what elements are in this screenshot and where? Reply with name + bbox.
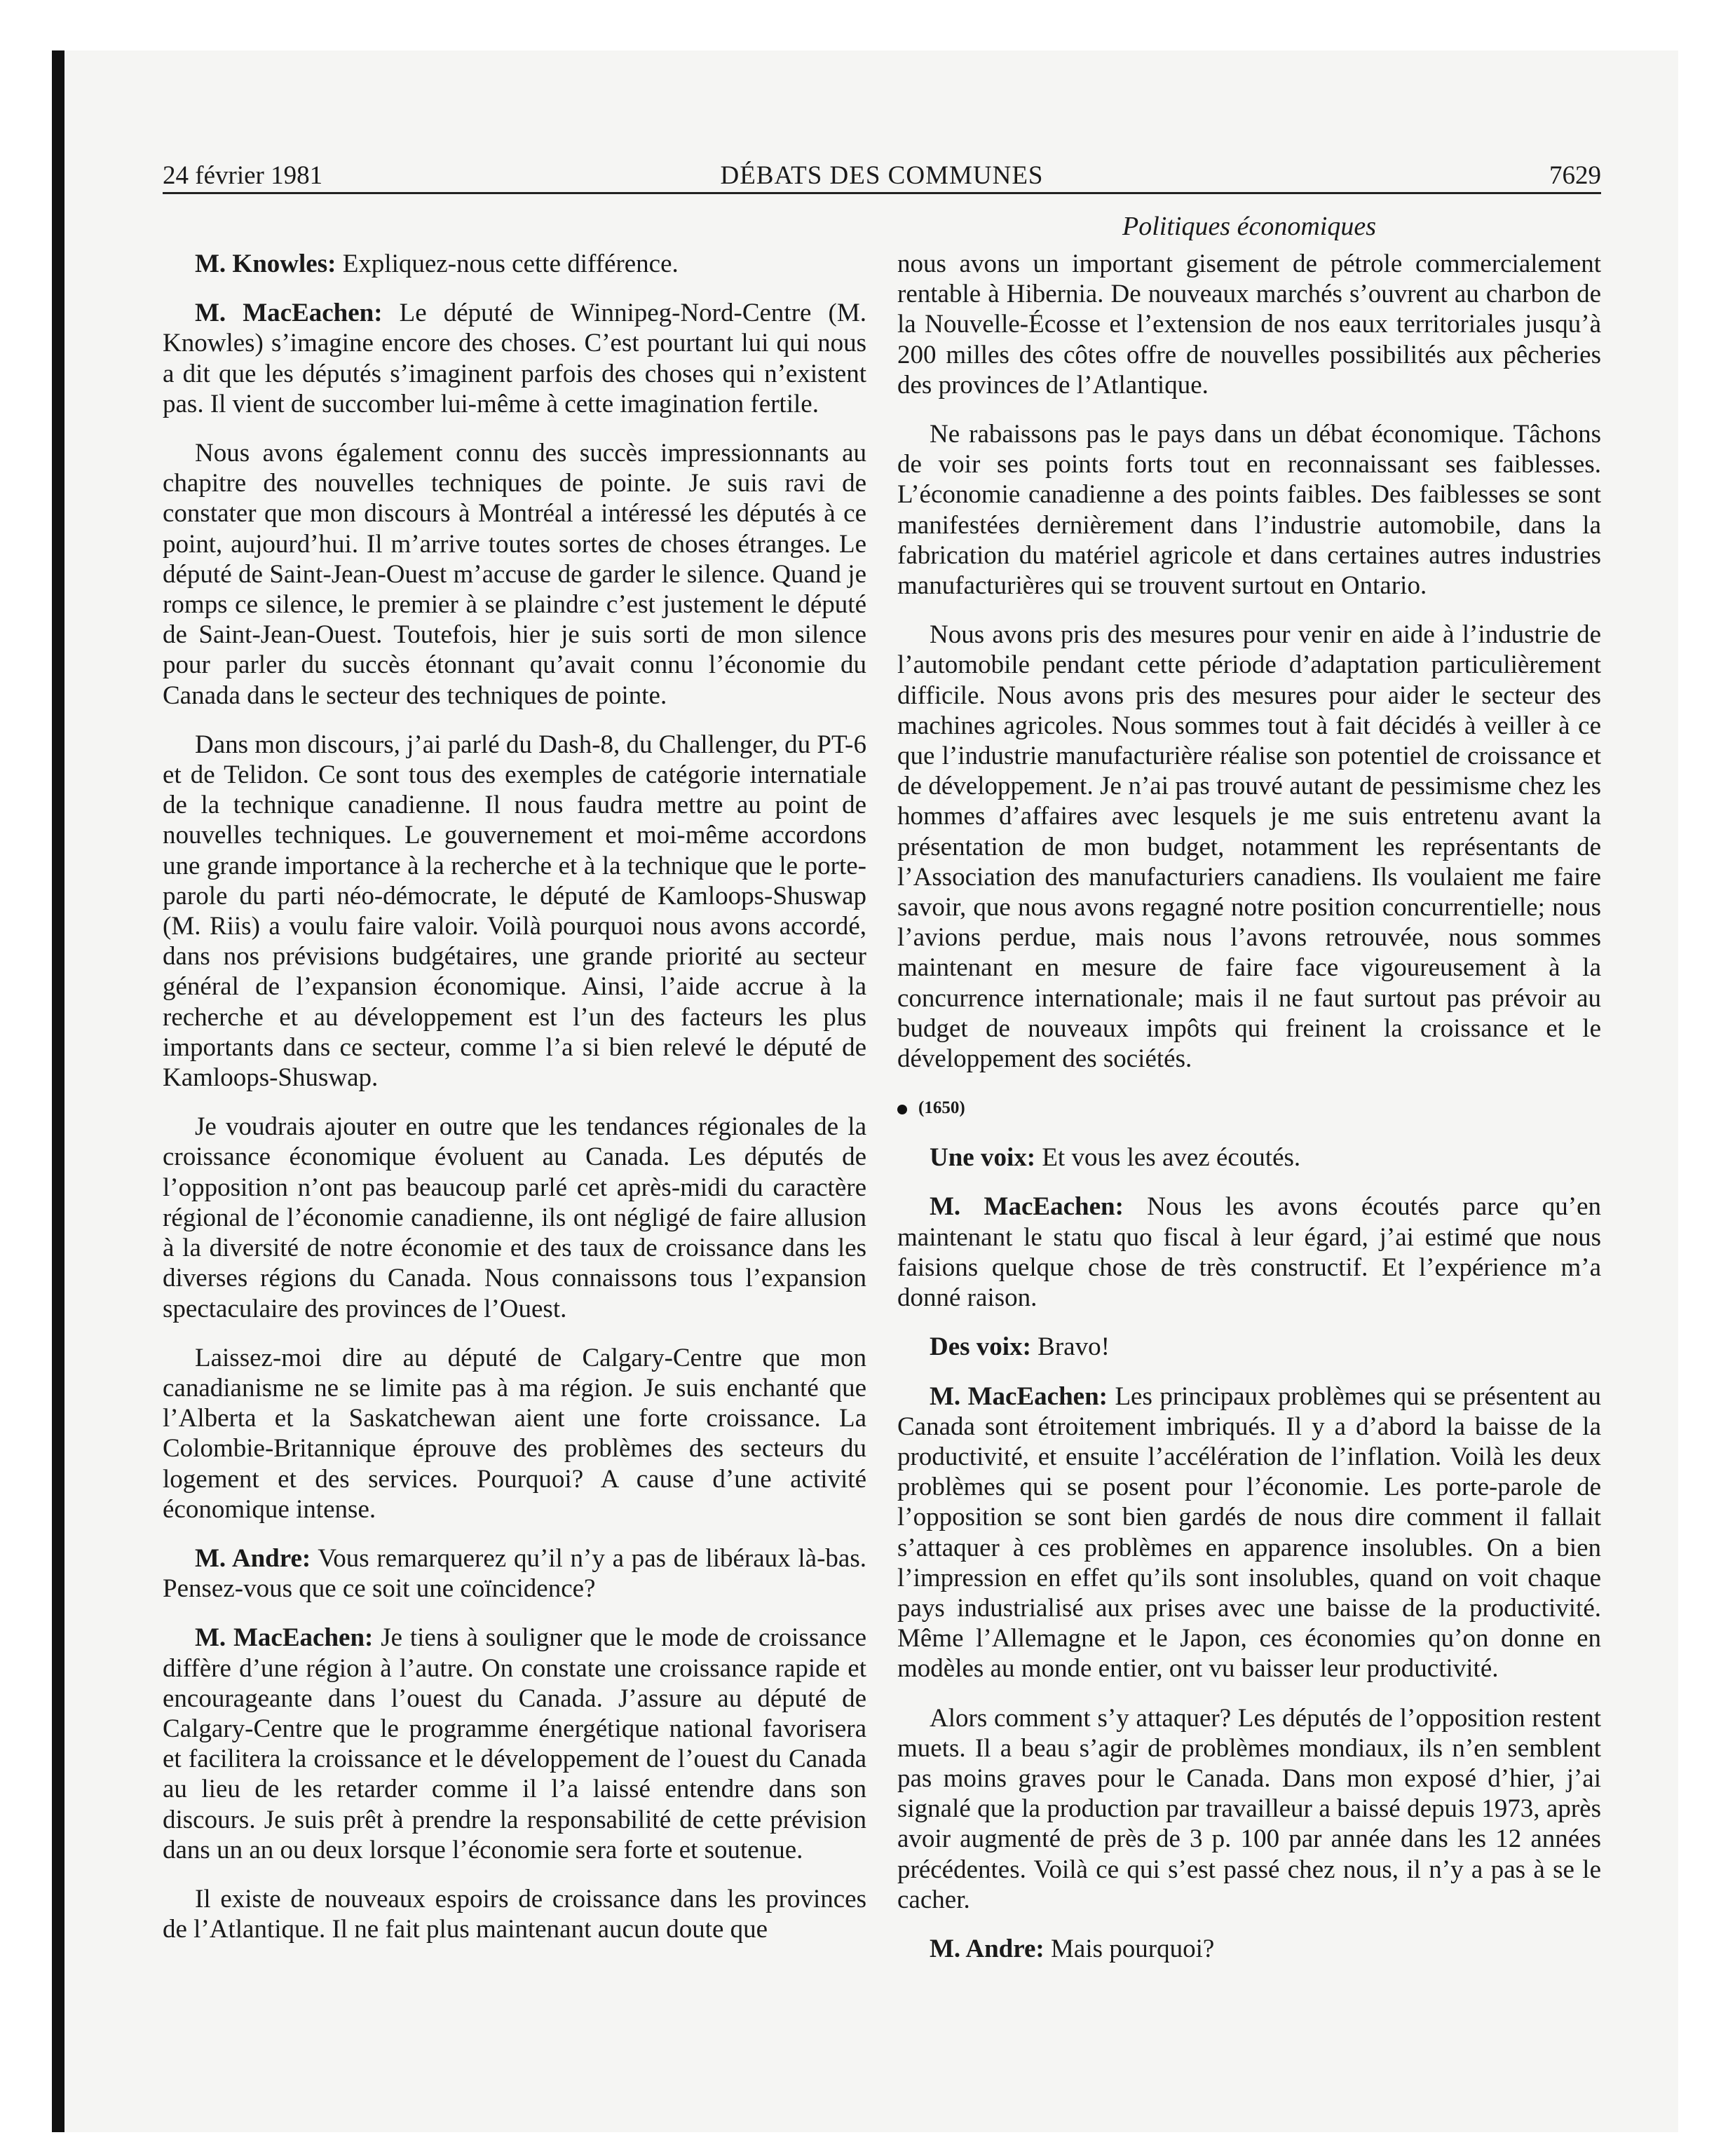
- speech-text: Vous remarquerez qu’il n’y a pas de libéraux là-bas. Pensez-vous que ce soit une coïncidence?: [163, 1543, 866, 1604]
- speech-text: Dans mon discours, j’ai parlé du Dash-8, du Challenger, du PT-6 et de Telidon. Ce sont tous des exemples de catégorie internatiale de la technique canadienne. Il nous faudra mettre au point de nouvelles techniques. Le gouvernement et moi-même accordons une grande importance à la recherche et à la technique que le porte-parole du parti néo-démocrate, le député de Kamloops-Shuswap (M. Riis) a voulu faire valoir. Voilà pourquoi nous avons accordé, dans nos prévisions budgétaires, une grande priorité au secteur général de l’expansion économique. Ainsi, l’aide accrue à la recherche et au développement est l’un des facteurs les plus importants dans ce secteur, comme l’a si bien relevé le député de Kamloops-Shuswap.: [163, 730, 866, 1093]
- paragraph: [897, 1142, 1601, 1173]
- speech-text: Ne rabaissons pas le pays dans un débat économique. Tâchons de voir ses points forts tout en reconnaissant ses faiblesses. L’économie canadienne a des points faibles. Des faiblesses se sont manifestées dernièrement dans l’industrie automobile, dans la fabrication du matériel agricole et dans certaines autres industries manufacturières qui se trouvent surtout en Ontario.: [897, 420, 1601, 601]
- right-column: [897, 249, 1601, 1983]
- paragraph: [897, 1934, 1601, 1964]
- paragraph: [163, 730, 866, 1093]
- header-title: DÉBATS DES COMMUNES: [720, 161, 1044, 190]
- speech-text: Il existe de nouveaux espoirs de croissance dans les provinces de l’Atlantique. Il ne fait plus maintenant aucun doute que: [163, 1884, 866, 1944]
- paragraph: [897, 419, 1601, 601]
- page-header: [163, 158, 1601, 193]
- speech-text: Je tiens à souligner que le mode de croissance diffère d’une région à l’autre. On constate une croissance rapide et encourageante dans l’ouest du Canada. J’assure au député de Calgary-Centre que le programme énergétique national favorisera et facilitera la croissance et le développement de l’ouest du Canada au lieu de les retarder comme il l’a laissé entendre dans son discours. Je suis prêt à prendre la responsabilité de cette prévision dans un an ou deux lorsque l’économie sera forte et soutenue.: [163, 1623, 866, 1864]
- paragraph: [897, 1192, 1601, 1313]
- speaker-name: M. MacEachen:: [195, 299, 383, 328]
- speech-text: nous avons un important gisement de pétrole commercialement rentable à Hibernia. De nouveaux marchés s’ouvrent au charbon de la Nouvelle-Écosse et l’extension de nos eaux territoriales jusqu’à 200 milles des côtes offre de nouvelles possibilités aux pêcheries des provinces de l’Atlantique.: [897, 250, 1601, 400]
- page-number: 7629: [1549, 161, 1601, 190]
- speaker-name: M. MacEachen:: [930, 1381, 1108, 1411]
- paragraph: [163, 438, 866, 711]
- paragraph-continued: [897, 249, 1601, 400]
- time-marker-text: (1650): [918, 1098, 965, 1118]
- paragraph: [163, 1543, 866, 1604]
- speech-text: Le député de Winnipeg-Nord-Centre (M. Knowles) s’imagine encore des choses. C’est pourtant lui qui nous a dit que les députés s’imaginent parfois des choses qui n’existent pas. Il vient de succomber lui-même à cette imagination fertile.: [163, 299, 866, 418]
- bullet-icon: [897, 1105, 907, 1114]
- paragraph: [163, 249, 866, 279]
- speech-text: Nous les avons écoutés parce qu’en maintenant le statu quo fiscal à leur égard, j’ai estimé que nous faisions quelque chose de très constructif. Et l’expérience m’a donné raison.: [897, 1192, 1601, 1313]
- speaker-name: M. Knowles:: [195, 250, 336, 278]
- speech-text: Laissez-moi dire au député de Calgary-Centre que mon canadianisme ne se limite pas à ma région. Je suis enchanté que l’Alberta et la Saskatchewan aient une forte croissance. La Colombie-Britannique éprouve des problèmes des secteurs du logement et des services. Pourquoi? A cause d’une activité économique intense.: [163, 1343, 866, 1524]
- paragraph: [163, 1884, 866, 1944]
- speaker-name: M. Andre:: [195, 1543, 311, 1573]
- speech-text: Bravo!: [1030, 1332, 1110, 1362]
- speech-text: Alors comment s’y attaquer? Les députés de l’opposition restent muets. Il a beau s’agir de problèmes mondiaux, ils n’en semblent pas moins graves pour le Canada. Dans mon exposé d’hier, j’ai signalé que la production par travailleur a baissé depuis 1973, après avoir augmenté de près de 3 p. 100 par année dans les 12 années précédentes. Voilà ce qui s’est passé chez nous, il n’y a pas à se le cacher.: [897, 1703, 1601, 1914]
- paragraph: [897, 620, 1601, 1074]
- speaker-name: M. MacEachen:: [930, 1192, 1124, 1222]
- paragraph: [163, 298, 866, 419]
- time-marker: [897, 1093, 1601, 1123]
- speaker-name: M. MacEachen:: [195, 1623, 374, 1653]
- header-rule: [163, 192, 1601, 194]
- speech-text: Les principaux problèmes qui se présentent au Canada sont étroitement imbriqués. Il y a d’abord la baisse de la productivité, et ensuite l’accélération de l’inflation. Voilà les deux problèmes qui se posent pour l’économie. Les porte-parole de l’opposition se sont bien gardés de nous dire comment il fallait s’attaquer à ces problèmes en apparence insolubles. On a bien l’impression en effet qu’ils sont insolubles, quand on voit chaque pays industrialisé aux prises avec une baisse de la productivité. Même l’Allemagne et le Japon, ces économies qu’on donne en modèles au monde entier, ont vu baisser leur productivité.: [897, 1381, 1601, 1684]
- speech-text: Nous avons pris des mesures pour venir en aide à l’industrie de l’automobile pendant cette période d’adaptation particulièrement difficile. Nous avons pris des mesures pour aider le secteur des machines agricoles. Nous sommes tout à fait décidés à veiller à ce que l’industrie manufacturière réalise son potentiel de croissance et de développement. Je n’ai pas trouvé autant de pessimisme chez les hommes d’affaires avec lesquels je me suis entretenu avant la présentation de mon budget, notamment les représentants de l’Association des manufacturiers canadiens. Ils voulaient me faire savoir, que nous avons regagné notre position concurrentielle; nous l’avions perdue, mais nous l’avons retrouvée, nous sommes maintenant en mesure de faire face vigoureusement à la concurrence internationale; mais il ne faut surtout pas prévoir au budget de nouveaux impôts qui freinent la croissance et le développement des sociétés.: [897, 620, 1601, 1074]
- left-column: [163, 249, 866, 1963]
- header-date: 24 février 1981: [163, 161, 323, 190]
- speech-text: Mais pourquoi?: [1044, 1934, 1215, 1963]
- paragraph: [897, 1703, 1601, 1915]
- speaker-name: M. Andre:: [930, 1934, 1045, 1963]
- speech-text: Expliquez-nous cette différence.: [336, 250, 679, 278]
- running-head: Politiques économiques: [1122, 212, 1376, 241]
- paragraph: [163, 1623, 866, 1865]
- paragraph: [897, 1381, 1601, 1684]
- speech-text: Nous avons également connu des succès impressionnants au chapitre des nouvelles techniques de pointe. Je suis ravi de constater que mon discours à Montréal a intéressé les députés à ce point, aujourd’hui. Il m’arrive toutes sortes de choses étranges. Le député de Saint-Jean-Ouest m’accuse de garder le silence. Quand je romps ce silence, le premier à se plaindre c’est justement le député de Saint-Jean-Ouest. Toutefois, hier je suis sorti de mon silence pour parler du succès étonnant qu’avait connu l’économie du Canada dans le secteur des techniques de pointe.: [163, 439, 866, 710]
- paragraph: [163, 1343, 866, 1524]
- paragraph: [897, 1332, 1601, 1362]
- paragraph: [163, 1112, 866, 1323]
- speaker-name: Des voix:: [930, 1332, 1031, 1362]
- scan-edge-bar: [52, 50, 64, 2132]
- speaker-name: Une voix:: [930, 1143, 1036, 1173]
- speech-text: Et vous les avez écoutés.: [1035, 1143, 1301, 1173]
- speech-text: Je voudrais ajouter en outre que les tendances régionales de la croissance économique évoluent au Canada. Les députés de l’opposition n’ont pas beaucoup parlé cet après-midi du caractère régional de l’économie canadienne, ils ont négligé de faire allusion à la diversité de notre économie et des taux de croissance dans les diverses régions du Canada. Nous connaissons tous l’expansion spectaculaire des provinces de l’Ouest.: [163, 1112, 866, 1323]
